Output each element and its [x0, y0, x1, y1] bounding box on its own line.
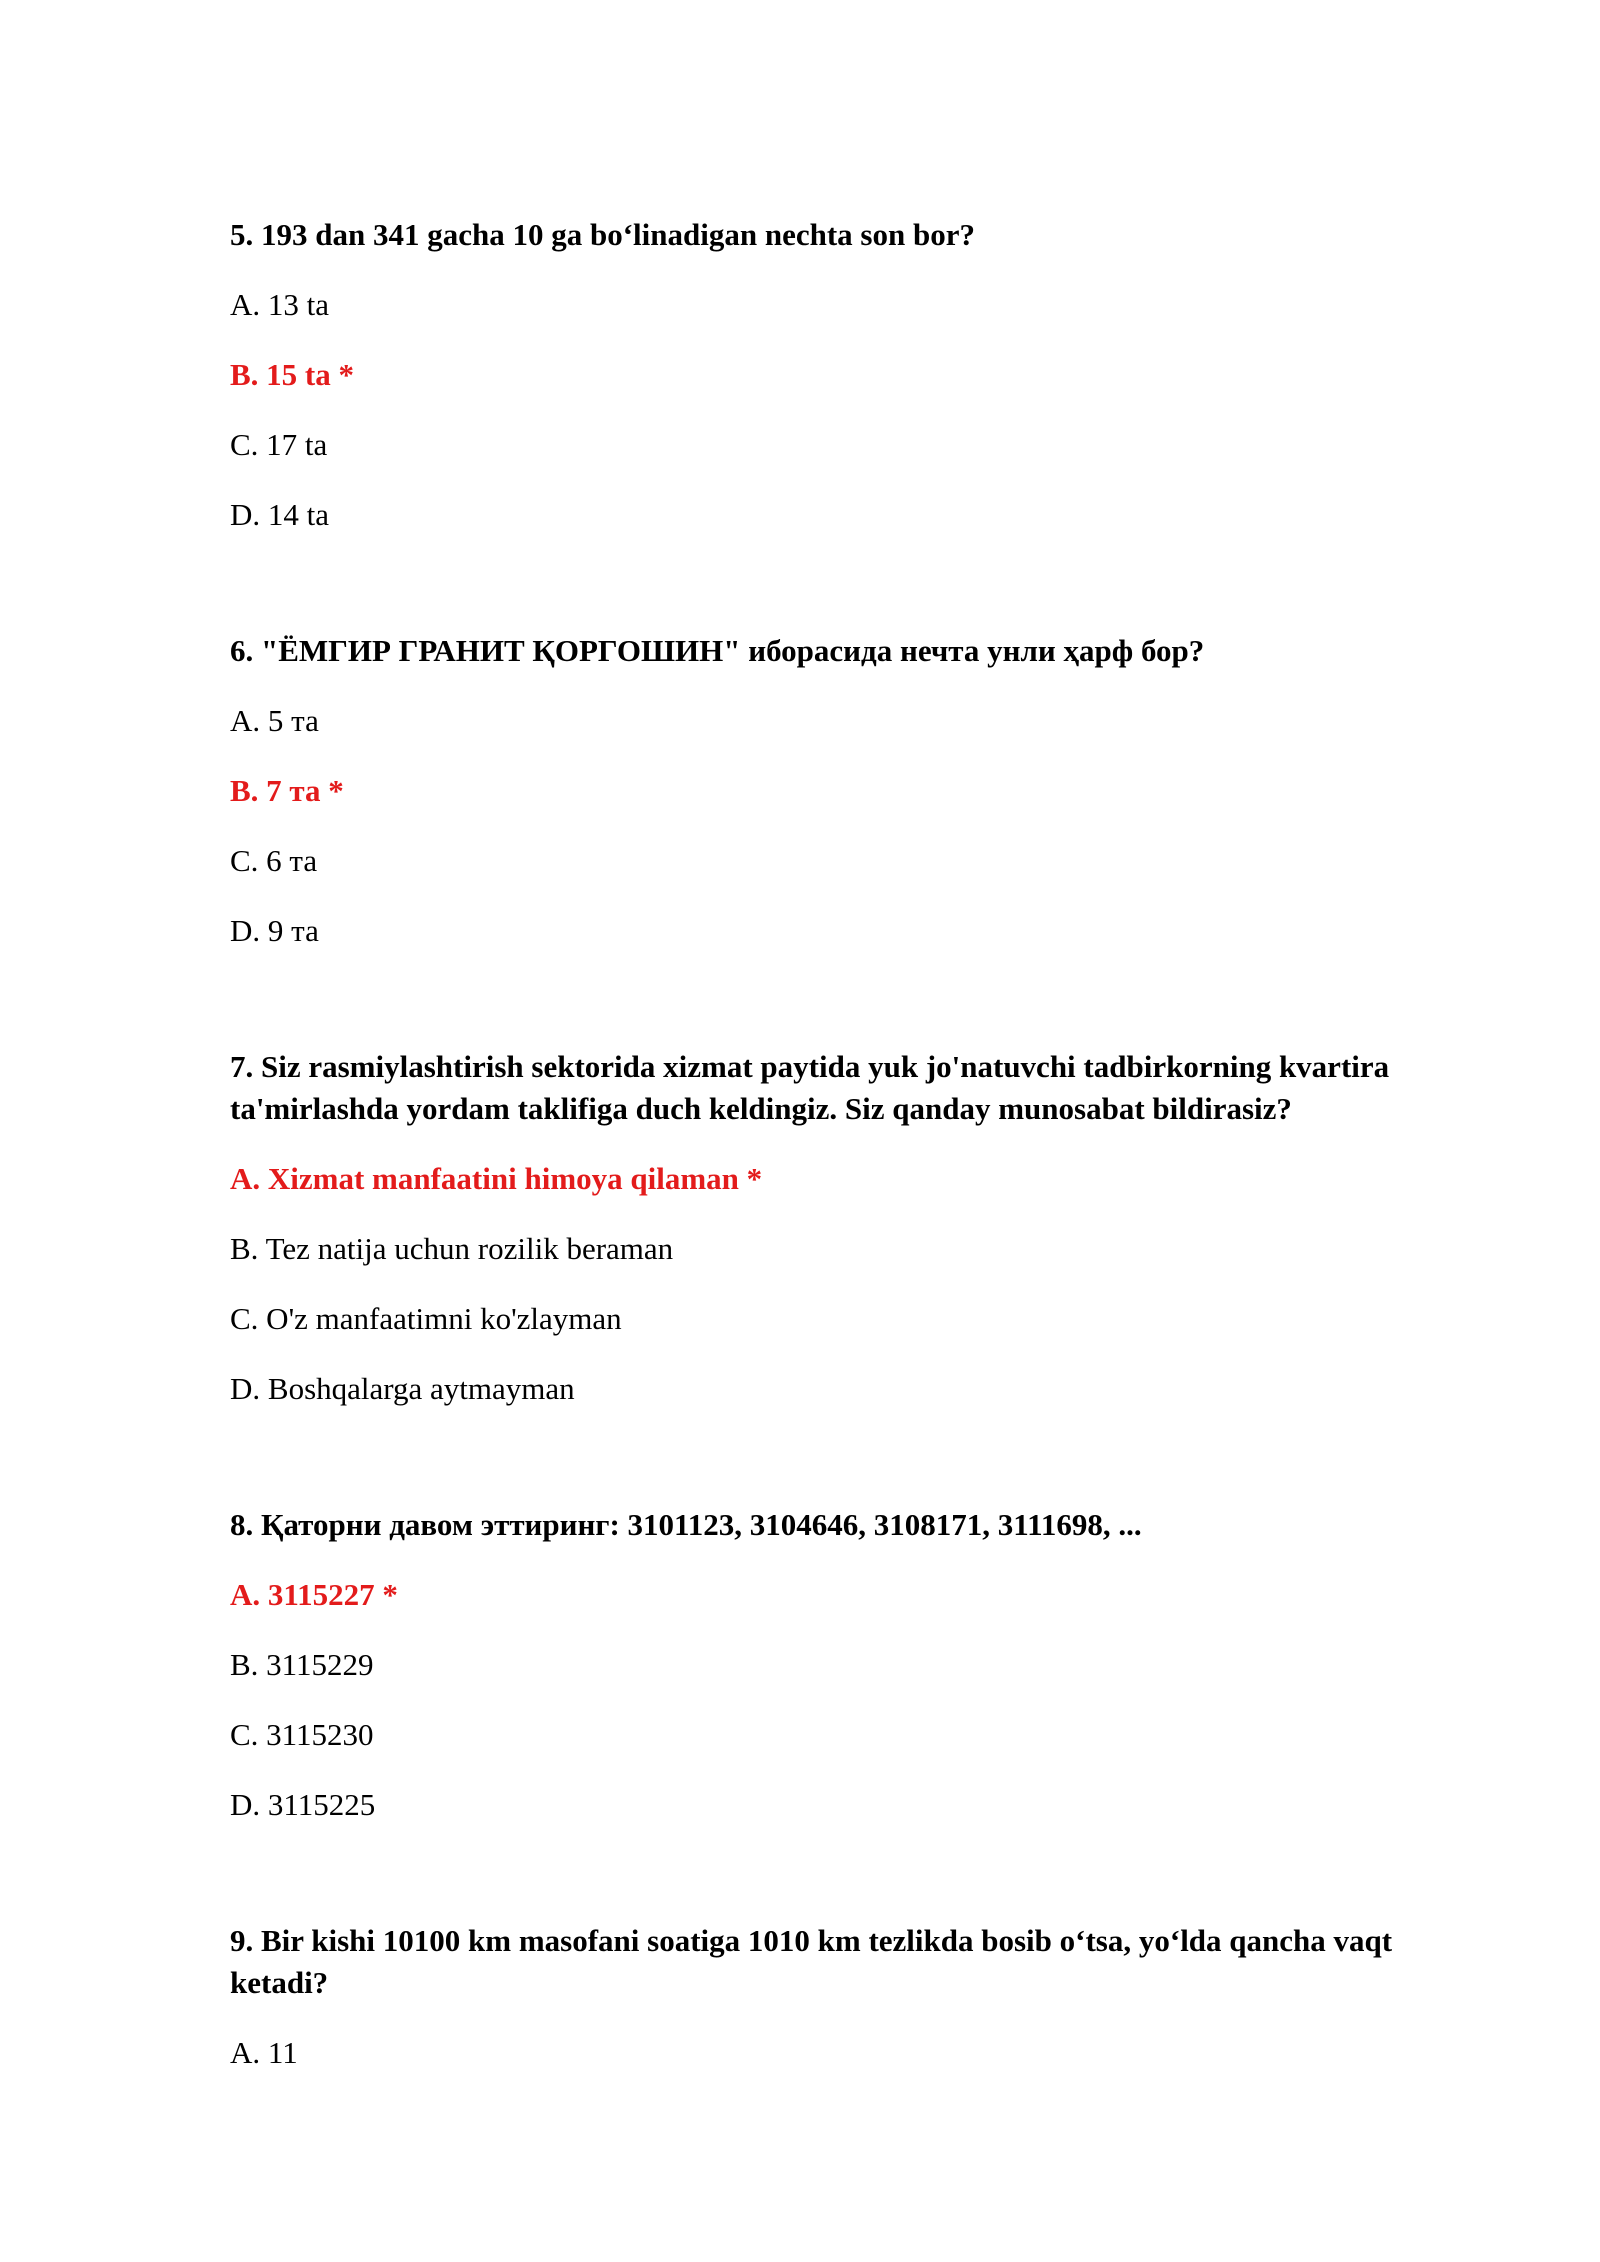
- option-d: D. Boshqalarga aytmayman: [230, 1371, 575, 1406]
- option-a-correct: A. Xizmat manfaatini himoya qilaman *: [230, 1161, 763, 1196]
- question-text: 5. 193 dan 341 gacha 10 ga bo‘linadigan nechta son bor?: [230, 217, 975, 252]
- option-d: D. 14 ta: [230, 497, 330, 532]
- question-text: 6. "ЁМГИР ГРАНИТ ҚОРГОШИН" иборасида нечта унли ҳарф бор?: [230, 633, 1205, 668]
- question-text: 7. Siz rasmiylashtirish sektorida xizmat paytida yuk jo'natuvchi tadbirkorning kvartira ta'mirlashda yordam taklifiga duch keldingiz. Siz qanday munosabat bildirasiz?: [230, 1049, 1390, 1126]
- question-9: [230, 1920, 1450, 2074]
- option-d: D. 9 та: [230, 913, 319, 948]
- option-d: D. 3115225: [230, 1787, 376, 1822]
- option-b-correct: B. 7 та *: [230, 773, 344, 808]
- document-page: [230, 214, 1450, 2102]
- option-b: B. 3115229: [230, 1647, 374, 1682]
- option-a: A. 13 ta: [230, 287, 330, 322]
- option-a: A. 11: [230, 2035, 298, 2070]
- question-text: 9. Bir kishi 10100 km masofani soatiga 1010 km tezlikda bosib o‘tsa, yo‘lda qancha vaqt ketadi?: [230, 1923, 1393, 2000]
- question-text: 8. Қаторни давом эттиринг: 3101123, 3104646, 3108171, 3111698, ...: [230, 1507, 1142, 1542]
- option-b-correct: B. 15 ta *: [230, 357, 354, 392]
- option-c: C. O'z manfaatimni ko'zlayman: [230, 1301, 622, 1336]
- question-8: [230, 1504, 1450, 1826]
- option-c: C. 6 та: [230, 843, 318, 878]
- question-6: [230, 630, 1450, 952]
- option-a: A. 5 та: [230, 703, 319, 738]
- option-c: C. 17 ta: [230, 427, 328, 462]
- option-c: C. 3115230: [230, 1717, 374, 1752]
- option-a-correct: A. 3115227 *: [230, 1577, 398, 1612]
- question-5: [230, 214, 1450, 536]
- question-7: [230, 1046, 1450, 1410]
- option-b: B. Tez natija uchun rozilik beraman: [230, 1231, 674, 1266]
